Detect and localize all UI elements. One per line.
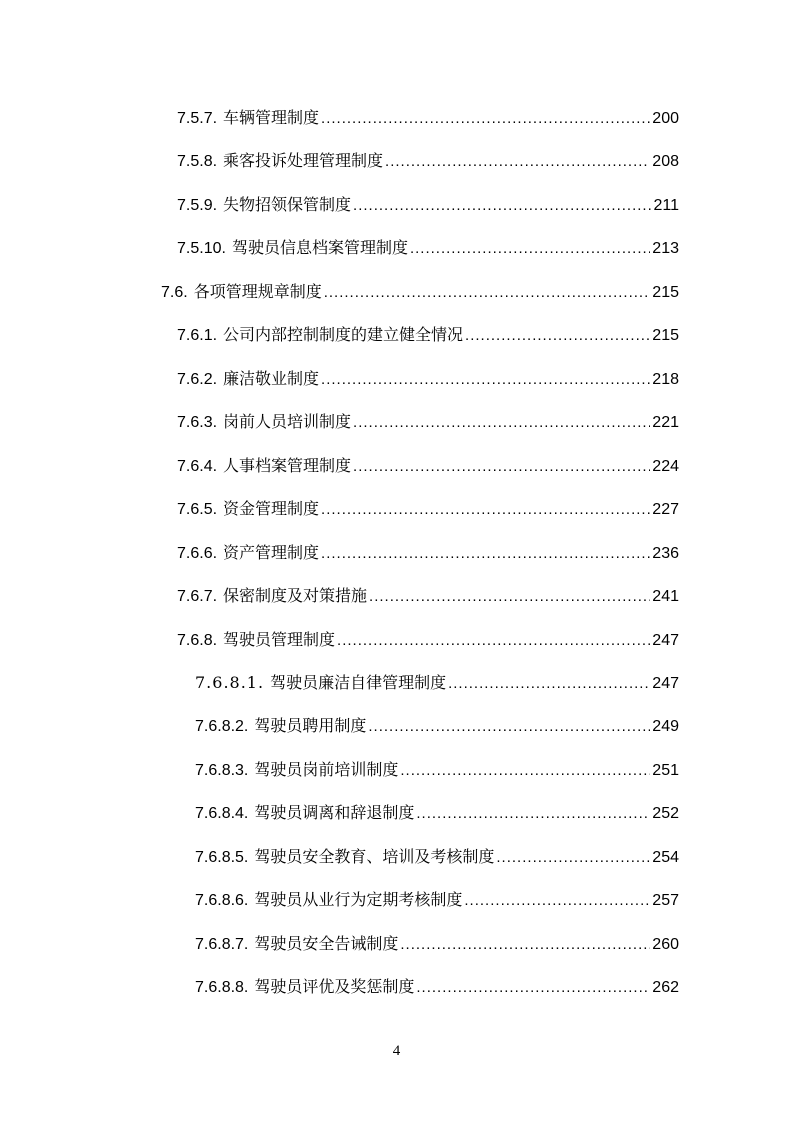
- toc-title: 人事档案管理制度: [223, 456, 352, 475]
- toc-number: 7.6.8.2.: [195, 718, 249, 735]
- toc-page: 252: [652, 805, 679, 822]
- toc-entry-7-6-8-2[interactable]: [195, 716, 679, 738]
- toc-number: 7.6.7.: [177, 588, 218, 605]
- toc-number: 7.6.8.7.: [195, 936, 249, 953]
- toc-page: 213: [652, 240, 679, 257]
- toc-leader: [321, 500, 650, 520]
- toc-leader: [416, 804, 650, 824]
- toc-entry-7-6-8-6[interactable]: [195, 890, 679, 912]
- toc-number: 7.6.8.8.: [195, 979, 249, 996]
- toc-entry-7-6-8-4[interactable]: [195, 803, 679, 825]
- toc-number: 7.6.2.: [177, 371, 218, 388]
- toc-page: 251: [652, 762, 679, 779]
- toc-entry-7-6-3[interactable]: [177, 412, 679, 434]
- toc-number: 7.5.7.: [177, 110, 218, 127]
- toc-title: 资金管理制度: [223, 499, 320, 518]
- toc-number: 7.6.6.: [177, 545, 218, 562]
- toc-number: 7.6.8.3.: [195, 762, 249, 779]
- toc-page: 254: [652, 849, 679, 866]
- toc-page: 262: [652, 979, 679, 996]
- toc-number: 7.6.1.: [177, 327, 218, 344]
- toc-page: 257: [652, 892, 679, 909]
- toc-title: 驾驶员管理制度: [223, 630, 336, 649]
- toc-title: 公司内部控制制度的建立健全情况: [223, 325, 464, 344]
- toc-number: 7.6.8.4.: [195, 805, 249, 822]
- toc-entry-7-5-9[interactable]: [177, 195, 679, 217]
- toc-leader: [353, 196, 651, 216]
- toc-leader: [321, 544, 650, 564]
- toc-title: 驾驶员从业行为定期考核制度: [254, 890, 463, 909]
- toc-page: 224: [652, 458, 679, 475]
- toc-leader: [400, 761, 650, 781]
- toc-entry-7-6-8-1[interactable]: [195, 673, 679, 695]
- toc-entry-7-5-8[interactable]: [177, 151, 679, 173]
- toc-title: 驾驶员评优及奖惩制度: [254, 977, 415, 996]
- toc-entry-7-6-7[interactable]: [177, 586, 679, 608]
- toc-title: 驾驶员聘用制度: [254, 716, 367, 735]
- toc-leader: [369, 587, 650, 607]
- toc-entry-7-6-6[interactable]: [177, 543, 679, 565]
- toc-entry-7-6[interactable]: [161, 282, 679, 304]
- toc-title: 各项管理规章制度: [193, 282, 322, 301]
- toc-title: 保密制度及对策措施: [223, 586, 368, 605]
- toc-page: 241: [652, 588, 679, 605]
- toc-page: 200: [652, 110, 679, 127]
- toc-number: 7.5.10.: [177, 240, 226, 257]
- toc-entry-7-6-8-7[interactable]: [195, 934, 679, 956]
- toc-title: 驾驶员信息档案管理制度: [231, 238, 408, 257]
- toc-leader: [400, 935, 650, 955]
- toc-leader: [324, 283, 651, 303]
- toc-page: 215: [652, 327, 679, 344]
- toc-title: 驾驶员安全告诫制度: [254, 934, 399, 953]
- toc-number: 7.6.5.: [177, 501, 218, 518]
- toc-title: 驾驶员岗前培训制度: [254, 760, 399, 779]
- toc-title: 廉洁敬业制度: [223, 369, 320, 388]
- page-number: 4: [392, 1043, 401, 1059]
- toc-leader: [353, 413, 650, 433]
- toc-number: 7.6.8.1.: [195, 673, 265, 692]
- toc-number: 7.5.9.: [177, 197, 218, 214]
- toc-entry-7-6-8-8[interactable]: [195, 977, 679, 999]
- toc-title: 乘客投诉处理管理制度: [223, 151, 384, 170]
- toc-leader: [448, 674, 650, 694]
- toc-entry-7-6-5[interactable]: [177, 499, 679, 521]
- toc-leader: [321, 370, 650, 390]
- toc-title: 驾驶员安全教育、培训及考核制度: [254, 847, 495, 866]
- toc-title: 驾驶员调离和辞退制度: [254, 803, 415, 822]
- toc-title: 岗前人员培训制度: [223, 412, 352, 431]
- toc-leader: [368, 717, 650, 737]
- toc-leader: [353, 457, 650, 477]
- toc-number: 7.6.8.: [177, 632, 218, 649]
- toc-leader: [321, 109, 650, 129]
- toc-page: 247: [652, 632, 679, 649]
- toc-title: 车辆管理制度: [223, 108, 320, 127]
- toc-entry-7-6-4[interactable]: [177, 456, 679, 478]
- toc-number: 7.6.4.: [177, 458, 218, 475]
- toc-leader: [337, 631, 650, 651]
- toc-number: 7.6.: [161, 284, 188, 301]
- toc-entry-7-6-2[interactable]: [177, 369, 679, 391]
- toc-leader: [410, 239, 650, 259]
- toc-number: 7.5.8.: [177, 153, 218, 170]
- toc-title: 资产管理制度: [223, 543, 320, 562]
- toc-leader: [464, 891, 650, 911]
- toc-title: 失物招领保管制度: [223, 195, 352, 214]
- toc-leader: [465, 326, 650, 346]
- toc-page: 208: [652, 153, 679, 170]
- toc-leader: [416, 978, 650, 998]
- toc-entry-7-6-8[interactable]: [177, 630, 679, 652]
- toc-page: 260: [652, 936, 679, 953]
- toc-entry-7-6-8-3[interactable]: [195, 760, 679, 782]
- toc-page: 247: [652, 675, 679, 692]
- toc-page: 218: [652, 371, 679, 388]
- toc-number: 7.6.3.: [177, 414, 218, 431]
- toc-leader: [496, 848, 650, 868]
- toc-number: 7.6.8.6.: [195, 892, 249, 909]
- toc-page: 236: [652, 545, 679, 562]
- toc-title: 驾驶员廉洁自律管理制度: [270, 673, 447, 692]
- toc-entry-7-5-10[interactable]: [177, 238, 679, 260]
- toc-leader: [385, 152, 650, 172]
- toc-page: 221: [652, 414, 679, 431]
- toc-page: 249: [652, 718, 679, 735]
- toc-page: 227: [652, 501, 679, 518]
- toc-page: 211: [653, 197, 679, 214]
- toc-page: 215: [652, 284, 679, 301]
- toc-entry-7-6-8-5[interactable]: [195, 847, 679, 869]
- toc-number: 7.6.8.5.: [195, 849, 249, 866]
- toc-entry-7-5-7[interactable]: [177, 108, 679, 130]
- toc-entry-7-6-1[interactable]: [177, 325, 679, 347]
